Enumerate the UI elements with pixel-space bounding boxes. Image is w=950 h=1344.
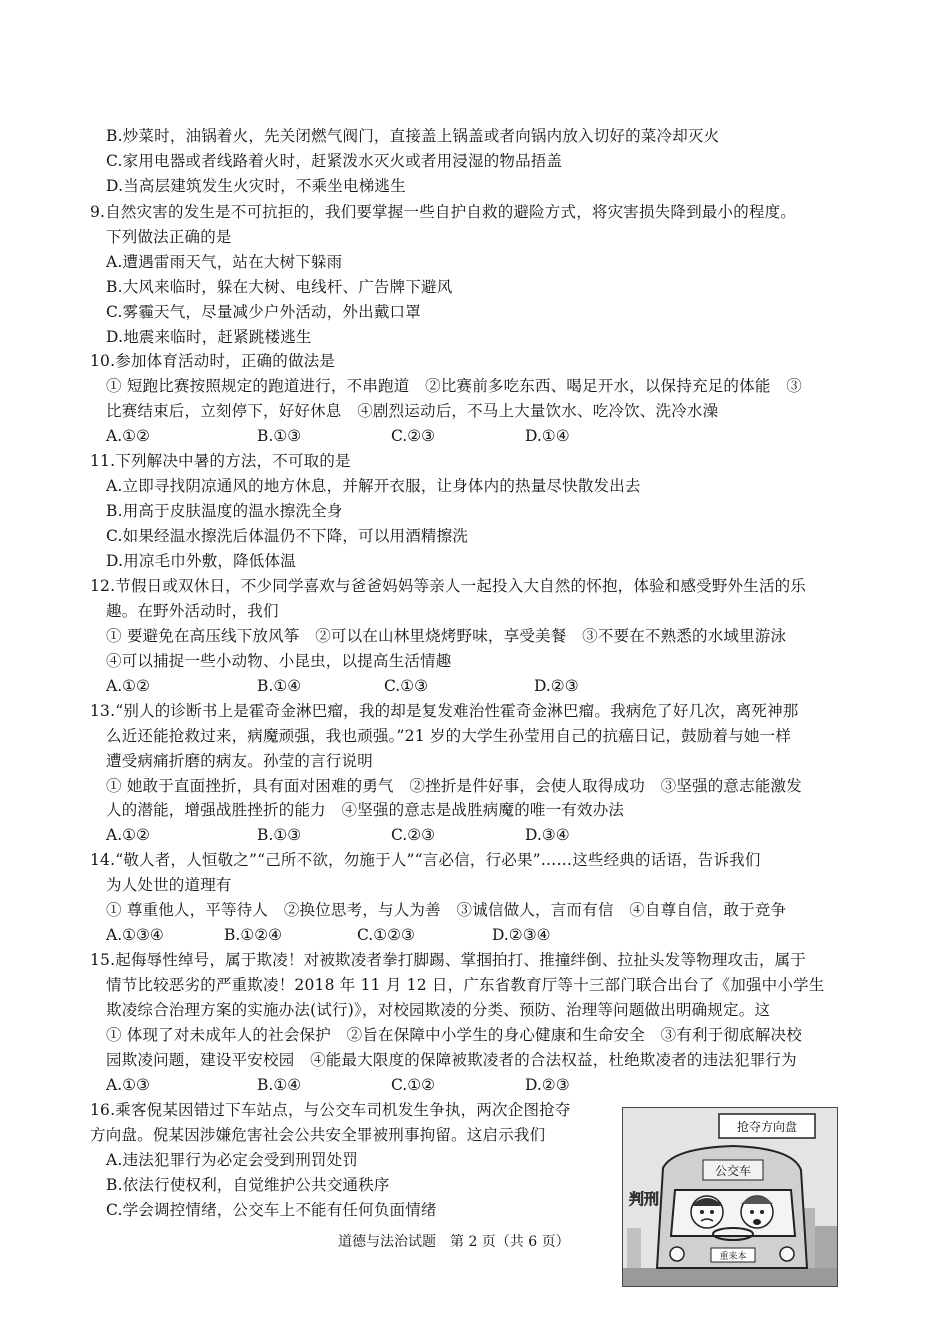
q13-item-line1: ① 她敢于直面挫折，具有面对困难的勇气 ②挫折是件好事，会使人取得成功 ③坚强的意志能激发: [106, 777, 802, 795]
plate-label: 重来本: [719, 1252, 747, 1262]
q12-choice-b: B.①④: [257, 677, 302, 695]
q15-choice-a: A.①③: [106, 1076, 150, 1094]
q15-choice-d: D.②③: [525, 1076, 570, 1094]
q14-stem-line1: 14.“敬人者，人恒敬之”“己所不欲，勿施于人”“言必信，行必果”……这些经典的话语，告诉我们: [90, 851, 761, 869]
q13-choice-a: A.①②: [106, 826, 150, 844]
q16-option-a: A.违法犯罪行为必定会受到刑罚处罚: [106, 1151, 359, 1169]
bus-cartoon-illustration: [622, 1107, 838, 1287]
q12-stem-line1: 12.节假日或双休日，不少同学喜欢与爸爸妈妈等亲人一起投入大自然的怀抱，体验和感受野外生活的乐: [90, 577, 807, 595]
q8-option-b: B.炒菜时，油锅着火，先关闭燃气阀门，直接盖上锅盖或者向锅内放入切好的菜冷却灭火: [106, 127, 720, 145]
q12-item-line1: ① 要避免在高压线下放风筝 ②可以在山林里烧烤野味，享受美餐 ③不要在不熟悉的水域里游泳: [106, 627, 787, 645]
q13-choice-b: B.①③: [257, 826, 302, 844]
q9-option-b: B.大风来临时，躲在大树、电线杆、广告牌下避风: [106, 278, 453, 296]
q10-choice-b: B.①③: [257, 427, 302, 445]
q12-item-line2: ④可以捕捉一些小动物、小昆虫，以提高生活情趣: [106, 652, 452, 670]
q15-item-line2: 园欺凌问题，建设平安校园 ④能最大限度的保障被欺凌者的合法权益，杜绝欺凌者的违法犯罪行为: [106, 1051, 797, 1069]
q11-option-a: A.立即寻找阴凉通风的地方休息，并解开衣服，让身体内的热量尽快散发出去: [106, 477, 641, 495]
q14-choice-d: D.②③④: [492, 926, 551, 944]
q15-item-line1: ① 体现了对未成年人的社会保护 ②旨在保障中小学生的身心健康和生命安全 ③有利于彻底解决校: [106, 1026, 802, 1044]
q9-option-d: D.地震来临时，赶紧跳楼逃生: [106, 328, 312, 346]
q10-item-line2: 比赛结束后，立刻停下，好好休息 ④剧烈运动后，不马上大量饮水、吃冷饮、洗冷水澡: [106, 402, 719, 420]
bus-label: 公交车: [714, 1164, 752, 1178]
q15-stem-line2: 情节比较恶劣的严重欺凌！2018 年 11 月 12 日，广东省教育厅等十三部门联合出台了《加强中小学生: [106, 976, 825, 994]
q15-stem-line3: 欺凌综合治理方案的实施办法(试行)》，对校园欺凌的分类、预防、治理等问题做出明确规定。这: [106, 1001, 771, 1019]
q13-stem-line1: 13.“别人的诊断书上是霍奇金淋巴瘤，我的却是复发难治性霍奇金淋巴瘤。我病危了好几次，离死神那: [90, 702, 799, 720]
q10-choice-a: A.①②: [106, 427, 150, 445]
q9-option-a: A.遭遇雷雨天气，站在大树下躲雨: [106, 253, 343, 271]
q14-stem-line2: 为人处世的道理有: [106, 876, 232, 894]
page-footer: 道德与法治试题 第 2 页（共 6 页）: [338, 1234, 570, 1250]
q12-choice-d: D.②③: [534, 677, 579, 695]
q11-option-d: D.用凉毛巾外敷，降低体温: [106, 552, 296, 570]
q10-choice-c: C.②③: [391, 427, 436, 445]
q12-choice-c: C.①③: [384, 677, 429, 695]
q16-stem-line2: 方向盘。倪某因涉嫌危害社会公共安全罪被刑事拘留。这启示我们: [90, 1126, 546, 1144]
q14-choice-c: C.①②③: [357, 926, 415, 944]
q11-option-c: C.如果经温水擦洗后体温仍不下降，可以用酒精擦洗: [106, 527, 469, 545]
side-label: 判刑: [629, 1190, 660, 1208]
q14-item-line1: ① 尊重他人，平等待人 ②换位思考，与人为善 ③诚信做人，言而有信 ④自尊自信，敢于竞争: [106, 901, 787, 919]
q10-item-line1: ① 短跑比赛按照规定的跑道进行，不串跑道 ②比赛前多吃东西、喝足开水，以保持充足的体能 ③: [106, 377, 802, 395]
q14-choice-a: A.①③④: [106, 926, 164, 944]
q8-option-c: C.家用电器或者线路着火时，赶紧泼水灭火或者用浸湿的物品捂盖: [106, 152, 563, 170]
q15-stem-line1: 15.起侮辱性绰号，属于欺凌！对被欺凌者拳打脚踢、掌掴拍打、推撞绊倒、拉扯头发等物理攻击，属于: [90, 951, 807, 969]
q13-item-line2: 人的潜能，增强战胜挫折的能力 ④坚强的意志是战胜病魔的唯一有效办法: [106, 801, 625, 819]
q11-option-b: B.用高于皮肤温度的温水擦洗全身: [106, 502, 343, 520]
sign-label: 抢夺方向盘: [736, 1120, 798, 1134]
q13-choice-d: D.③④: [525, 826, 570, 844]
q8-option-d: D.当高层建筑发生火灾时，不乘坐电梯逃生: [106, 177, 406, 195]
q15-choice-c: C.①②: [391, 1076, 436, 1094]
q10-choice-d: D.①④: [525, 427, 570, 445]
q13-stem-line3: 遭受病痛折磨的病友。孙莹的言行说明: [106, 752, 373, 770]
q16-stem-line1: 16.乘客倪某因错过下车站点，与公交车司机发生争执，两次企图抢夺: [90, 1101, 571, 1119]
q9-stem-line2: 下列做法正确的是: [106, 228, 232, 246]
q16-option-c: C.学会调控情绪，公交车上不能有任何负面情绪: [106, 1201, 437, 1219]
q13-choice-c: C.②③: [391, 826, 436, 844]
q12-stem-line2: 趣。在野外活动时，我们: [106, 602, 279, 620]
q14-choice-b: B.①②④: [224, 926, 283, 944]
q9-option-c: C.雾霾天气，尽量减少户外活动，外出戴口罩: [106, 303, 421, 321]
q10-stem: 10.参加体育活动时，正确的做法是: [90, 352, 336, 370]
q11-stem: 11.下列解决中暑的方法，不可取的是: [90, 452, 351, 470]
q15-choice-b: B.①④: [257, 1076, 302, 1094]
q9-stem-line1: 9.自然灾害的发生是不可抗拒的，我们要掌握一些自护自救的避险方式，将灾害损失降到最小的程度。: [90, 203, 796, 221]
q13-stem-line2: 么近还能抢救过来，病魔顽强，我也顽强。”21 岁的大学生孙莹用自己的抗癌日记，鼓励着与她一样: [106, 727, 792, 745]
q12-choice-a: A.①②: [106, 677, 150, 695]
q16-option-b: B.依法行使权利，自觉维护公共交通秩序: [106, 1176, 390, 1194]
